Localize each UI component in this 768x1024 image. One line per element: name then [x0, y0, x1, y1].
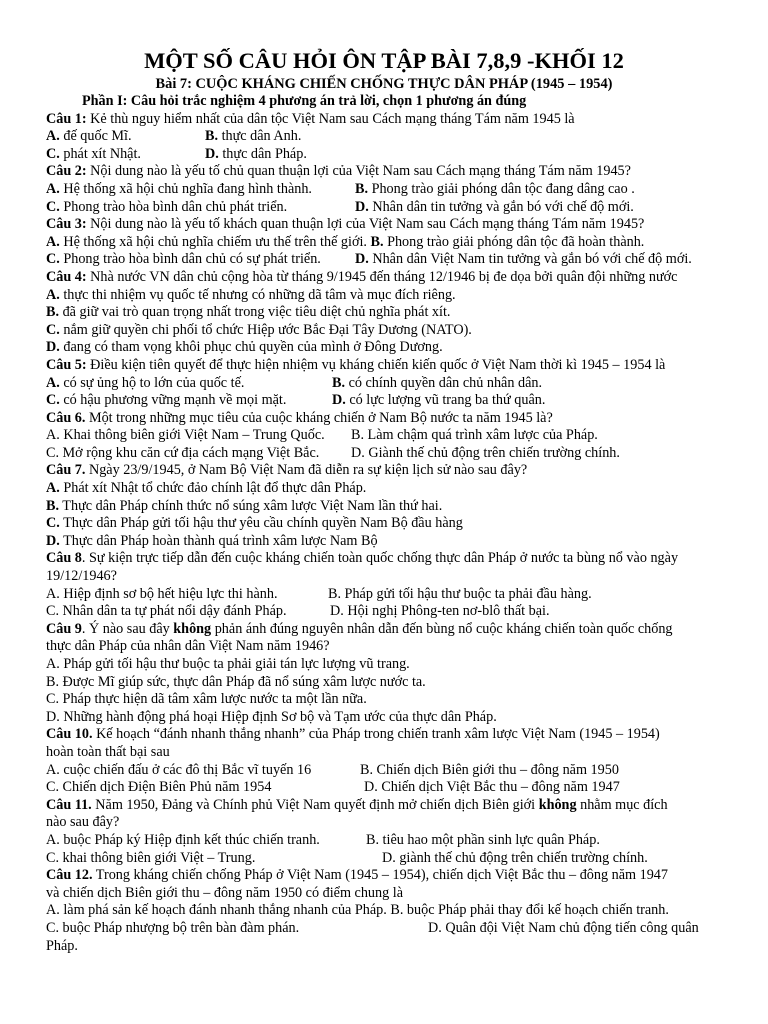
question-text: Điều kiện tiên quyết để thực hiện nhiệm vụ kháng chiến kiến quốc ở Việt Nam thời kì 1945 – 1954 là — [86, 356, 666, 373]
question-5 — [46, 357, 722, 375]
lesson-subtitle: Bài 7: CUỘC KHÁNG CHIẾN CHỐNG THỰC DÂN PHÁP (1945 – 1954) — [155, 76, 613, 92]
option-a: A. thực thi nhiệm vụ quốc tế nhưng có những dã tâm và mục đích riêng. — [46, 286, 456, 303]
option-a: A. Hệ thống xã hội chủ nghĩa đang hình thành. — [46, 180, 312, 197]
option-a: A. buộc Pháp ký Hiệp định kết thúc chiến tranh. — [46, 831, 320, 848]
option-d: D. Hội nghị Phông-ten nơ-blô thất bại. — [330, 603, 550, 620]
part-heading: Phần I: Câu hỏi trắc nghiệm 4 phương án trả lời, chọn 1 phương án đúng — [82, 93, 527, 109]
negation-keyword: không — [173, 620, 212, 637]
document-title: MỘT SỐ CÂU HỎI ÔN TẬP BÀI 7,8,9 -KHỐI 12 — [144, 48, 624, 73]
question-4 — [46, 269, 722, 287]
question-label: Câu 5: — [46, 356, 87, 373]
option-d: D. đang có tham vọng khôi phục chủ quyền của mình ở Đông Dương. — [46, 339, 443, 356]
option-a: A. Phát xít Nhật tổ chức đảo chính lật đổ thực dân Pháp. — [46, 480, 367, 497]
question-text-continued: thực dân Pháp của nhân dân Việt Nam năm 1946? — [46, 638, 330, 655]
question-label: Câu 10. — [46, 726, 93, 743]
option-a: A. Hiệp định sơ bộ hết hiệu lực thi hành. — [46, 585, 278, 602]
option-b: B. có chính quyền dân chủ nhân dân. — [332, 374, 543, 391]
options-row — [46, 603, 722, 621]
options-row — [46, 427, 722, 445]
options-row — [46, 850, 722, 868]
question-label: Câu 3: — [46, 216, 87, 233]
options-row — [46, 586, 722, 604]
option-b: B. Pháp gửi tối hậu thư buộc ta phải đầu hàng. — [328, 585, 592, 602]
question-text-continued: nào sau đây? — [46, 814, 120, 831]
question-text-continued: 19/12/1946? — [46, 568, 117, 585]
option-c: C. Chiến dịch Điện Biên Phủ năm 1954 — [46, 779, 272, 796]
options-row — [46, 762, 722, 780]
options-row — [46, 920, 722, 938]
option-b: B. Phong trào giải phóng dân tộc đang dâng cao . — [355, 180, 635, 197]
option-d: D. giành thế chủ động trên chiến trường chính. — [382, 849, 648, 866]
options-row — [46, 375, 722, 393]
option-a: A. đế quốc Mĩ. — [46, 128, 132, 145]
option-c: C. nắm giữ quyền chi phối tổ chức Hiệp ước Bắc Đại Tây Dương (NATO). — [46, 321, 472, 338]
option-c: C. Thực dân Pháp gửi tối hậu thư yêu cầu chính quyền Nam Bộ đầu hàng — [46, 515, 463, 532]
option-b: B. thực dân Anh. — [205, 128, 302, 145]
option-d: D. Những hành động phá hoại Hiệp định Sơ bộ và Tạm ước của thực dân Pháp. — [46, 708, 497, 725]
option-d: D. thực dân Pháp. — [205, 145, 307, 162]
options-row — [46, 146, 722, 164]
options-row — [46, 199, 722, 217]
option-d: D. Thực dân Pháp hoàn thành quá trình xâm lược Nam Bộ — [46, 532, 378, 549]
option-b: B. tiêu hao một phần sinh lực quân Pháp. — [366, 831, 600, 848]
question-2 — [46, 163, 722, 181]
options-row — [46, 128, 722, 146]
option-a: A. Hệ thống xã hội chủ nghĩa chiếm ưu thế trên thế giới. — [46, 233, 371, 250]
question-1 — [46, 111, 722, 129]
question-12 — [46, 867, 722, 885]
options-row — [46, 251, 722, 269]
question-10 — [46, 726, 722, 744]
question-text: Nhà nước VN dân chủ cộng hòa từ tháng 9/1945 đến tháng 12/1946 bị đe dọa bởi quân đội những nước — [86, 268, 678, 285]
question-7 — [46, 462, 722, 480]
option-c: C. Mở rộng khu căn cứ địa cách mạng Việt Bắc. — [46, 444, 320, 461]
options-row — [46, 832, 722, 850]
option-d-continued: Pháp. — [46, 937, 78, 954]
options-row — [46, 902, 722, 920]
negation-keyword: không — [538, 796, 577, 813]
question-3 — [46, 216, 722, 234]
question-label: Câu 1: — [46, 110, 87, 127]
option-c: C. buộc Pháp nhượng bộ trên bàn đàm phán. — [46, 919, 300, 936]
options-row — [46, 445, 722, 463]
question-text: Nội dung nào là yếu tố chủ quan thuận lợi của Việt Nam sau Cách mạng tháng Tám năm 1945? — [86, 163, 631, 180]
question-label: Câu 7. — [46, 462, 86, 479]
question-label: Câu 12. — [46, 867, 93, 884]
question-text-continued: hoàn toàn thất bại sau — [46, 743, 170, 760]
question-text: Trong kháng chiến chống Pháp ở Việt Nam (1945 – 1954), chiến dịch Việt Bắc thu – đông năm 1947 — [92, 867, 668, 884]
option-b: B. đã giữ vai trò quan trọng nhất trong việc tiêu diệt chủ nghĩa phát xít. — [46, 304, 451, 321]
question-label: Câu 11. — [46, 796, 92, 813]
option-a: A. Pháp gửi tối hậu thư buộc ta phải giải tán lực lượng vũ trang. — [46, 656, 410, 672]
option-d: D. Quân đội Việt Nam chủ động tiến công quân — [428, 919, 699, 936]
question-8 — [46, 550, 722, 568]
option-b: B. Phong trào giải phóng dân tộc đã hoàn thành. — [370, 233, 645, 250]
option-d: D. có lực lượng vũ trang ba thứ quân. — [332, 392, 546, 409]
question-11: Câu 11. Năm 1950, Đảng và Chính phủ Việt Nam quyết định mở chiến dịch Biên giới không nhằm mục đích — [46, 796, 668, 813]
question-label: Câu 6. — [46, 409, 86, 426]
option-c: C. Phong trào hòa bình dân chủ có sự phát triển. — [46, 251, 321, 268]
option-c: C. có hậu phương vững mạnh về mọi mặt. — [46, 392, 287, 409]
question-text: Nội dung nào là yếu tố khách quan thuận lợi của Việt Nam sau Cách mạng tháng Tám năm 1945? — [86, 216, 645, 233]
question-text: Kế hoạch “đánh nhanh thắng nhanh” của Pháp trong chiến tranh xâm lược Việt Nam (1945 – 1954) — [92, 726, 660, 743]
question-label: Câu 8 — [46, 550, 82, 567]
question-text-continued: và chiến dịch Biên giới thu – đông năm 1950 có điểm chung là — [46, 884, 403, 901]
question-text: Một trong những mục tiêu của cuộc kháng chiến ở Nam Bộ nước ta năm 1945 là? — [85, 409, 553, 426]
option-a: A. Khai thông biên giới Việt Nam – Trung Quốc. — [46, 427, 325, 444]
option-c: C. Pháp thực hiện dã tâm xâm lược nước ta một lần nữa. — [46, 691, 367, 708]
question-label: Câu 9 — [46, 620, 82, 637]
option-c: C. khai thông biên giới Việt – Trung. — [46, 849, 256, 866]
option-c: C. phát xít Nhật. — [46, 145, 141, 162]
option-d: D. Chiến dịch Việt Bắc thu – đông năm 1947 — [364, 779, 620, 796]
option-b: B. Được Mĩ giúp sức, thực dân Pháp đã nổ súng xâm lược nước ta. — [46, 673, 426, 690]
option-a: A. cuộc chiến đấu ở các đô thị Bắc vĩ tuyến 16 — [46, 761, 312, 778]
question-label: Câu 4: — [46, 268, 87, 285]
question-text: Kẻ thù nguy hiểm nhất của dân tộc Việt Nam sau Cách mạng tháng Tám năm 1945 là — [86, 110, 575, 127]
option-a: A. có sự ủng hộ to lớn của quốc tế. — [46, 374, 245, 391]
question-9: Câu 9. Ý nào sau đây không phản ánh đúng nguyên nhân dẫn đến bùng nổ cuộc kháng chiến toàn quốc chống — [46, 620, 673, 637]
option-d: D. Nhân dân tin tưởng và gắn bó với chế độ mới. — [355, 198, 634, 215]
option-c: C. Nhân dân ta tự phát nổi dậy đánh Pháp. — [46, 603, 287, 620]
question-6 — [46, 410, 722, 428]
question-label: Câu 2: — [46, 163, 87, 180]
option-b: B. Chiến dịch Biên giới thu – đông năm 1950 — [360, 761, 619, 778]
option-a: A. làm phá sản kế hoạch đánh nhanh thắng nhanh của Pháp. — [46, 902, 387, 919]
option-c: C. Phong trào hòa bình dân chủ phát triển. — [46, 198, 288, 215]
option-b: B. Làm chậm quá trình xâm lược của Pháp. — [351, 427, 598, 444]
option-d: D. Giành thế chủ động trên chiến trường chính. — [351, 444, 620, 461]
options-row — [46, 181, 722, 199]
option-d: D. Nhân dân Việt Nam tin tưởng và gắn bó với chế độ mới. — [355, 251, 692, 268]
options-row — [46, 234, 722, 252]
question-text: . Sự kiện trực tiếp dẫn đến cuộc kháng chiến toàn quốc chống thực dân Pháp ở nước ta bùng nổ vào ngày — [81, 550, 679, 567]
options-row — [46, 779, 722, 797]
question-text: Ngày 23/9/1945, ở Nam Bộ Việt Nam đã diễn ra sự kiện lịch sử nào sau đây? — [85, 462, 528, 479]
options-row — [46, 392, 722, 410]
option-b: B. Thực dân Pháp chính thức nổ súng xâm lược Việt Nam lần thứ hai. — [46, 497, 443, 514]
option-b: B. buộc Pháp phải thay đổi kế hoạch chiến tranh. — [386, 902, 669, 919]
